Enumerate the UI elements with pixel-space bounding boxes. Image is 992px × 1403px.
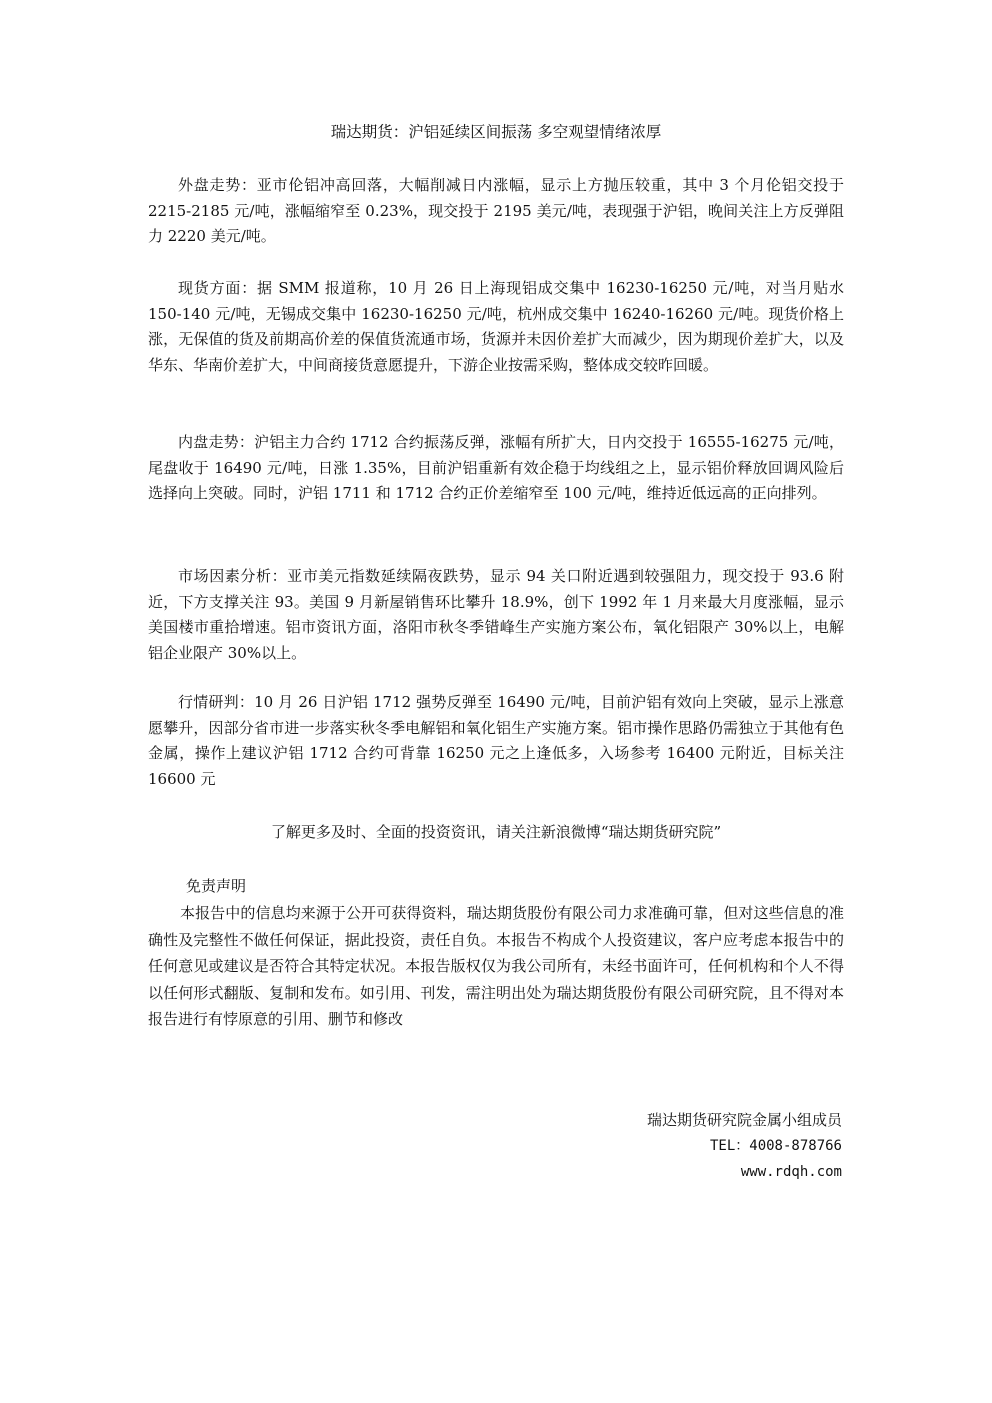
paragraph-outlook: 行情研判：10 月 26 日沪铝 1712 强势反弹至 16490 元/吨，目前沪铝有效向上突破，显示上涨意愿攀升，因部分省市进一步落实秋冬季电解铝和氧化铝生产实施方案。铝市操作思路仍需独立于其他有色金属，操作上建议沪铝 1712 合约可背靠 16250 元之上逢低多，入场参考 16400 元附近，目标关注 16600 元 bbox=[148, 693, 844, 788]
paragraph-outer-market: 外盘走势：亚市伦铝冲高回落，大幅削减日内涨幅，显示上方抛压较重，其中 3 个月伦铝交投于 2215-2185 元/吨，涨幅缩窄至 0.23%，现交投于 2195 美元/吨，表现强于沪铝，晚间关注上方反弹阻力 2220 美元/吨。 bbox=[148, 176, 844, 245]
signature-tel: TEL：4008-878766 bbox=[709, 1138, 842, 1154]
paragraph-market-factors: 市场因素分析：亚市美元指数延续隔夜跌势，显示 94 关口附近遇到较强阻力，现交投于 93.6 附近，下方支撑关注 93。美国 9 月新屋销售环比攀升 18.9%，创下 1992 年 1 月来最大月度涨幅，显示美国楼市重拾增速。铝市资讯方面，洛阳市秋冬季错峰生产实施方案公布，氧化铝限产 30%以上，电解铝企业限产 30%以上。 bbox=[148, 567, 844, 662]
paragraph-domestic-market: 内盘走势：沪铝主力合约 1712 合约振荡反弹，涨幅有所扩大，日内交投于 16555-16275 元/吨，尾盘收于 16490 元/吨，日涨 1.35%，目前沪铝重新有效企稳于均线组之上，显示铝价释放回调风险后选择向上突破。同时，沪铝 1711 和 1712 合约正价差缩窄至 100 元/吨，维持近低远高的正向排列。 bbox=[148, 433, 844, 502]
signature-website: www.rdqh.com bbox=[740, 1164, 842, 1180]
signature-org: 瑞达期货研究院金属小组成员 bbox=[646, 1111, 842, 1129]
disclaimer-body: 本报告中的信息均来源于公开可获得资料，瑞达期货股份有限公司力求准确可靠，但对这些信息的准确性及完整性不做任何保证，据此投资，责任自负。本报告不构成个人投资建议，客户应考虑本报告中的任何意见或建议是否符合其特定状况。本报告版权仅为我公司所有，未经书面许可，任何机构和个人不得以任何形式翻版、复制和发布。如引用、刊发，需注明出处为瑞达期货股份有限公司研究院，且不得对本报告进行有悖原意的引用、删节和修改 bbox=[148, 904, 844, 1028]
disclaimer-title: 免责声明 bbox=[186, 877, 247, 895]
paragraph-spot-market: 现货方面：据 SMM 报道称，10 月 26 日上海现铝成交集中 16230-16250 元/吨，对当月贴水 150-140 元/吨，无锡成交集中 16230-16250 元/吨，杭州成交集中 16240-16260 元/吨。现货价格上涨，无保值的货及前期高价差的保值货流通市场，货源并未因价差扩大而减少，因为期现价差扩大，以及华东、华南价差扩大，中间商接货意愿提升，下游企业按需采购，整体成交较昨回暖。 bbox=[148, 279, 844, 374]
document-title: 瑞达期货：沪铝延续区间振荡 多空观望情绪浓厚 bbox=[330, 123, 662, 141]
follow-note: 了解更多及时、全面的投资资讯，请关注新浪微博“瑞达期货研究院” bbox=[270, 823, 722, 841]
